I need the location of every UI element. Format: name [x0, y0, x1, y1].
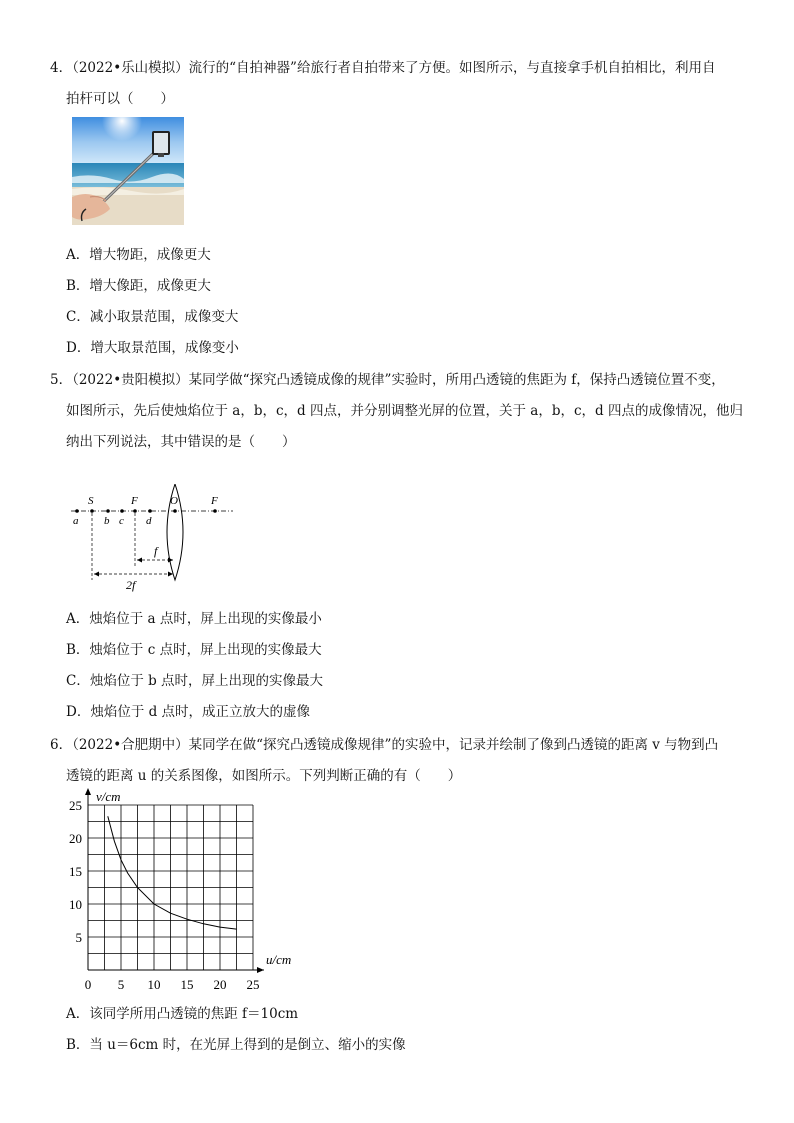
lens-diagram: [68, 484, 243, 594]
q4-stem-line2: 拍杆可以（ ）: [66, 91, 174, 107]
y-tick-label: 25: [69, 798, 82, 813]
q4-option-b: B．增大像距，成像更大: [66, 278, 211, 294]
x-axis-label: u/cm: [266, 952, 292, 967]
chart-grid: [88, 805, 253, 970]
x-tick-label: 25: [246, 977, 260, 992]
label-F-left: F: [131, 495, 138, 507]
q4-option-a: A．增大物距，成像更大: [66, 247, 211, 263]
label-b: b: [104, 515, 110, 527]
selfie-stick-photo: [72, 117, 184, 225]
q6-option-a: A．该同学所用凸透镜的焦距 f＝10cm: [66, 1006, 299, 1022]
q6-option-b: B．当 u＝6cm 时，在光屏上得到的是倒立、缩小的实像: [66, 1037, 406, 1053]
label-2f: 2f: [126, 578, 136, 592]
x-tick-label: 5: [117, 977, 125, 992]
y-tick-label: 15: [69, 864, 82, 879]
x-tick-label: 15: [180, 977, 194, 992]
label-d: d: [146, 515, 152, 527]
q4-stem-line1: 4．（2022•乐山模拟）流行的“自拍神器”给旅行者自拍带来了方便。如图所示，与直接拿手机自拍相比，利用自: [50, 60, 716, 76]
v-u-curve: [108, 816, 237, 929]
y-axis-arrow: [85, 788, 91, 795]
q5-option-c: C．烛焰位于 b 点时，屏上出现的实像最大: [66, 673, 324, 689]
y-tick-label: 20: [69, 831, 82, 846]
y-tick-label: 5: [75, 930, 82, 945]
label-c: c: [119, 515, 124, 527]
y-axis-label: v/cm: [96, 789, 121, 804]
q5-option-d: D．烛焰位于 d 点时，成正立放大的虚像: [66, 704, 311, 720]
x-tick-label: 0: [84, 977, 92, 992]
q6-stem-line1: 6．（2022•合肥期中）某同学在做“探究凸透镜成像规律”的实验中，记录并绘制了像到凸透镜的距离 v 与物到凸: [50, 737, 719, 753]
label-O: O: [170, 495, 178, 507]
x-tick-label: 10: [147, 977, 161, 992]
v-u-chart: [56, 784, 316, 998]
label-S: S: [88, 495, 94, 507]
label-f: f: [154, 544, 158, 558]
y-tick-label: 10: [69, 897, 82, 912]
q4-option-d: D．增大取景范围，成像变小: [66, 340, 239, 356]
q6-stem-line2: 透镜的距离 u 的关系图像，如图所示。下列判断正确的有（ ）: [66, 768, 462, 784]
q5-stem-line3: 纳出下列说法，其中错误的是（ ）: [66, 434, 296, 450]
q5-option-b: B．烛焰位于 c 点时，屏上出现的实像最大: [66, 642, 322, 658]
label-F-right: F: [211, 495, 218, 507]
x-tick-label: 20: [213, 977, 227, 992]
label-a: a: [73, 515, 79, 527]
q5-option-a: A．烛焰位于 a 点时，屏上出现的实像最小: [66, 611, 322, 627]
x-axis-arrow: [257, 967, 264, 973]
q4-option-c: C．减小取景范围，成像变大: [66, 309, 239, 325]
q5-stem-line2: 如图所示，先后使烛焰位于 a，b，c，d 四点，并分别调整光屏的位置，关于 a，b，c，d 四点的成像情况，他归: [66, 403, 743, 419]
q5-stem-line1: 5．（2022•贵阳模拟）某同学做“探究凸透镜成像的规律”实验时，所用凸透镜的焦距为 f，保持凸透镜位置不变，: [50, 372, 725, 388]
